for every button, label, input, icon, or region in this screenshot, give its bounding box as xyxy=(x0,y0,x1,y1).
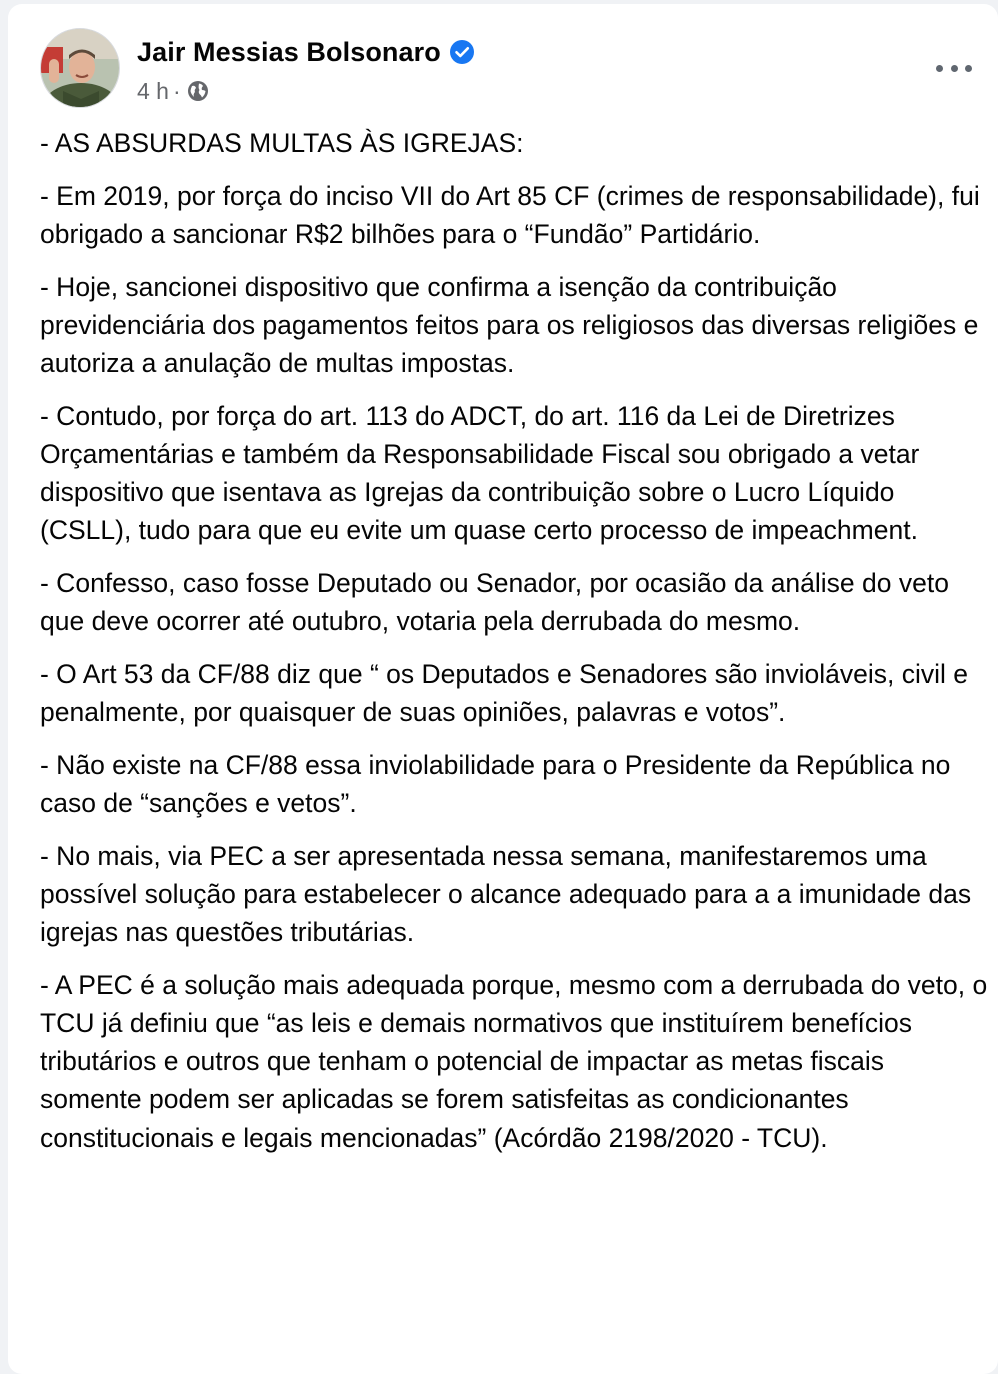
globe-icon[interactable] xyxy=(187,80,209,102)
post-paragraph: - AS ABSURDAS MULTAS ÀS IGREJAS: xyxy=(40,128,524,158)
post-text xyxy=(40,124,988,1171)
avatar[interactable] xyxy=(40,28,120,108)
post-paragraph: - Não existe na CF/88 essa inviolabilidade para o Presidente da República no caso de “sanções e vetos”. xyxy=(40,749,951,819)
more-dot xyxy=(936,65,943,72)
more-dot xyxy=(951,65,958,72)
post-paragraph: - No mais, via PEC a ser apresentada nessa semana, manifestaremos uma possível solução para estabelecer o alcance adequado para a a imunidade das igrejas nas questões tributárias. xyxy=(40,840,972,948)
meta-separator: · xyxy=(172,77,181,104)
post-paragraph: - Em 2019, por força do inciso VII do Art 85 CF (crimes de responsabilidade), fui obrigado a sancionar R$2 bilhões para o “Fundão” Partidário. xyxy=(40,180,980,249)
post-paragraph: - A PEC é a solução mais adequada porque, mesmo com a derrubada do veto, o TCU já definiu que “as leis e demais normativos que instituírem benefícios tributários e outros que tenham o potencial de impactar as metas fiscais somente podem ser aplicadas se forem satisfeitas as condicionantes constitucionais e legais mencionadas” (Acórdão 2198/2020 - TCU). xyxy=(40,969,988,1153)
post-paragraph: - Hoje, sancionei dispositivo que confirma a isenção da contribuição previdenciária dos pagamentos feitos para os religiosos das diversas religiões e autoriza a anulação de multas impostas. xyxy=(40,271,979,379)
avatar-photo xyxy=(41,29,120,108)
post-paragraph: - Contudo, por força do art. 113 do ADCT, do art. 116 da Lei de Diretrizes Orçamentárias e também da Responsabilidade Fiscal sou obrigado a vetar dispositivo que isentava as Igrejas da contribuição sobre o Lucro Líquido (CSLL), tudo para que eu evite um quase certo processo de impeachment. xyxy=(40,400,920,546)
author-name[interactable]: Jair Messias Bolsonaro xyxy=(137,36,441,67)
more-dot xyxy=(965,65,972,72)
post-card xyxy=(8,4,998,1374)
verified-badge-icon xyxy=(449,39,475,65)
post-paragraph: - O Art 53 da CF/88 diz que “ os Deputados e Senadores são invioláveis, civil e penalmente, por quaisquer de suas opiniões, palavras e votos”. xyxy=(40,658,968,728)
post-header xyxy=(40,28,980,112)
post-meta xyxy=(137,76,209,106)
author-row xyxy=(137,34,475,70)
post-timestamp[interactable]: 4 h xyxy=(137,77,169,104)
more-options-icon[interactable] xyxy=(930,56,978,80)
post-paragraph: - Confesso, caso fosse Deputado ou Senador, por ocasião da análise do veto que deve ocorrer até outubro, votaria pela derrubada do mesmo. xyxy=(40,568,949,637)
